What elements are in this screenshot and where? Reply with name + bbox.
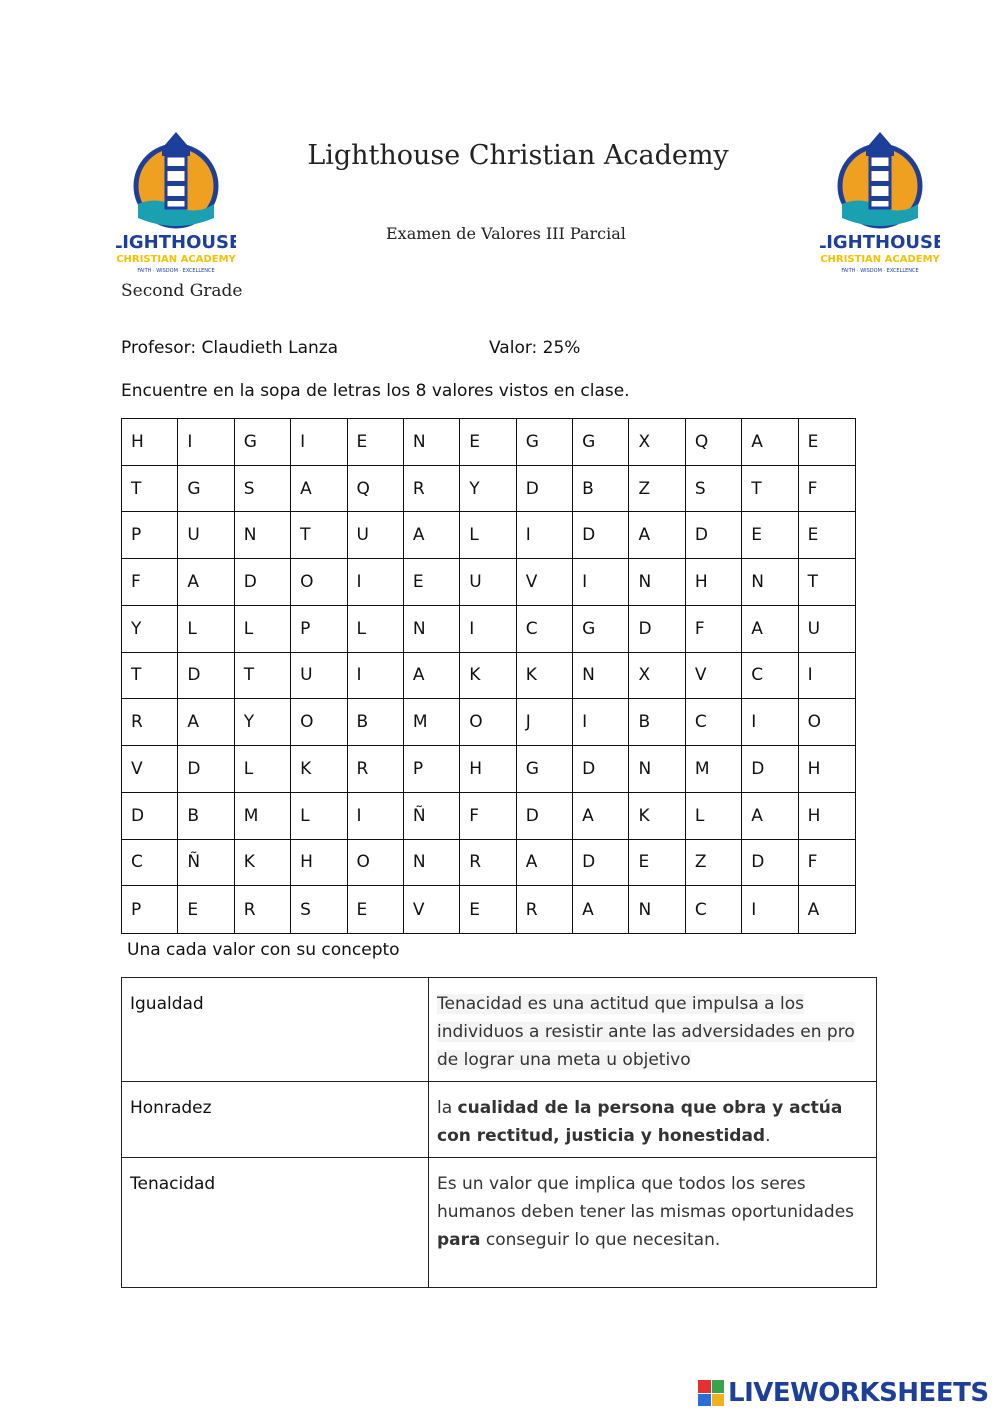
grid-cell[interactable]: D: [573, 746, 629, 793]
grid-cell[interactable]: D: [178, 746, 234, 793]
grid-cell[interactable]: I: [742, 699, 798, 746]
grid-cell[interactable]: N: [404, 840, 460, 887]
lighthouse-icon: [820, 126, 940, 276]
grid-cell[interactable]: K: [291, 746, 347, 793]
grid-cell[interactable]: F: [460, 793, 516, 840]
exam-title: Examen de Valores III Parcial: [386, 224, 626, 243]
logo-tagline: FAITH · WISDOM · EXCELLENCE: [841, 268, 919, 274]
grid-cell[interactable]: Y: [122, 606, 178, 653]
liveworksheets-logo-icon: [698, 1380, 724, 1406]
grid-cell[interactable]: O: [460, 699, 516, 746]
grid-cell[interactable]: Ñ: [404, 793, 460, 840]
lighthouse-icon: [116, 126, 236, 276]
grid-cell[interactable]: M: [404, 699, 460, 746]
grid-cell[interactable]: A: [573, 886, 629, 933]
concept-text-post: .: [765, 1126, 771, 1146]
grid-cell[interactable]: Ñ: [178, 840, 234, 887]
grid-cell[interactable]: U: [348, 512, 404, 559]
grid-cell[interactable]: L: [235, 606, 291, 653]
grid-cell[interactable]: E: [629, 840, 685, 887]
concept-text-pre: Es un valor que implica que todos los seres humanos deben tener las mismas oportunidades: [437, 1174, 855, 1222]
concept-cell[interactable]: [429, 1082, 877, 1158]
grid-cell[interactable]: E: [742, 512, 798, 559]
grid-cell[interactable]: E: [799, 512, 855, 559]
grid-cell[interactable]: C: [686, 699, 742, 746]
grid-cell[interactable]: I: [573, 699, 629, 746]
value-cell[interactable]: Tenacidad: [122, 1158, 429, 1288]
grid-cell[interactable]: G: [573, 419, 629, 466]
grid-cell[interactable]: I: [348, 793, 404, 840]
grid-cell[interactable]: A: [404, 653, 460, 700]
grid-cell[interactable]: N: [573, 653, 629, 700]
grid-cell[interactable]: U: [799, 606, 855, 653]
teacher-name: Profesor: Claudieth Lanza: [121, 338, 339, 358]
word-search-instructions: Encuentre en la sopa de letras los 8 valores vistos en clase.: [121, 381, 630, 401]
grid-cell[interactable]: E: [348, 886, 404, 933]
grid-cell[interactable]: D: [517, 466, 573, 513]
grid-cell[interactable]: G: [517, 419, 573, 466]
grid-cell[interactable]: I: [178, 419, 234, 466]
grid-cell[interactable]: N: [742, 559, 798, 606]
grid-cell[interactable]: A: [573, 793, 629, 840]
grid-cell[interactable]: G: [178, 466, 234, 513]
grid-cell[interactable]: E: [348, 419, 404, 466]
concept-text-post: conseguir lo que necesitan.: [480, 1230, 721, 1250]
grid-cell[interactable]: X: [629, 419, 685, 466]
grid-cell[interactable]: O: [291, 559, 347, 606]
grid-cell[interactable]: K: [517, 653, 573, 700]
grid-cell[interactable]: C: [122, 840, 178, 887]
grid-cell[interactable]: L: [235, 746, 291, 793]
school-logo-left: [116, 126, 236, 276]
grid-cell[interactable]: A: [807, 899, 820, 920]
value-cell[interactable]: Honradez: [122, 1082, 429, 1158]
grid-cell[interactable]: D: [178, 653, 234, 700]
grid-cell[interactable]: L: [348, 606, 404, 653]
grid-cell[interactable]: N: [404, 419, 460, 466]
grid-cell[interactable]: D: [629, 606, 685, 653]
table-row: [122, 1082, 877, 1158]
grid-cell[interactable]: H: [122, 419, 178, 466]
grid-cell[interactable]: M: [686, 746, 742, 793]
grid-cell[interactable]: T: [122, 653, 178, 700]
table-row: [122, 978, 877, 1082]
grid-cell[interactable]: I: [742, 886, 798, 933]
grid-cell[interactable]: N: [629, 559, 685, 606]
grid-cell[interactable]: D: [742, 840, 798, 887]
grid-cell[interactable]: Z: [686, 840, 742, 887]
grid-cell[interactable]: R: [122, 699, 178, 746]
grid-cell[interactable]: T: [742, 466, 798, 513]
grid-cell[interactable]: I: [348, 653, 404, 700]
grid-cell[interactable]: D: [573, 840, 629, 887]
grid-cell[interactable]: D: [686, 512, 742, 559]
grid-cell[interactable]: B: [629, 699, 685, 746]
grid-cell[interactable]: B: [178, 793, 234, 840]
grid-cell[interactable]: R: [460, 840, 516, 887]
logo-text-2: CHRISTIAN ACADEMY: [820, 254, 940, 265]
grid-cell[interactable]: E: [404, 559, 460, 606]
grid-cell[interactable]: H: [799, 793, 855, 840]
grid-cell[interactable]: A: [517, 840, 573, 887]
grid-cell[interactable]: O: [348, 840, 404, 887]
grid-cell[interactable]: S: [291, 886, 347, 933]
logo-text-1: LIGHTHOUSE: [820, 232, 940, 253]
concept-text: Tenacidad es una actitud que impulsa a los individuos a resistir ante las adversidades en pro de lograr una meta u objetivo: [437, 994, 855, 1070]
logo-tagline: FAITH · WISDOM · EXCELLENCE: [137, 268, 215, 274]
grid-cell[interactable]: D: [517, 793, 573, 840]
grid-cell[interactable]: R: [235, 886, 291, 933]
grid-cell[interactable]: G: [235, 419, 291, 466]
grid-cell[interactable]: Y: [235, 699, 291, 746]
grid-cell[interactable]: T: [799, 559, 855, 606]
grid-cell[interactable]: I: [348, 559, 404, 606]
matching-table: [121, 977, 877, 1288]
matching-instructions: Una cada valor con su concepto: [127, 940, 400, 960]
grid-cell[interactable]: C: [742, 653, 798, 700]
grid-cell[interactable]: V: [517, 559, 573, 606]
value-cell[interactable]: Igualdad: [122, 978, 429, 1082]
grid-cell[interactable]: F: [686, 606, 742, 653]
brand-text: LIVEWORKSHEETS: [728, 1378, 989, 1408]
grid-cell[interactable]: N: [629, 886, 685, 933]
grid-cell[interactable]: V: [122, 746, 178, 793]
grid-cell[interactable]: A: [178, 699, 234, 746]
grid-cell[interactable]: L: [460, 512, 516, 559]
grid-cell[interactable]: L: [178, 606, 234, 653]
grid-cell[interactable]: U: [460, 559, 516, 606]
grid-cell[interactable]: A: [629, 512, 685, 559]
grid-cell[interactable]: D: [573, 512, 629, 559]
logo-text-2: CHRISTIAN ACADEMY: [116, 254, 236, 265]
grid-cell[interactable]: F: [799, 840, 855, 887]
grid-cell[interactable]: R: [348, 746, 404, 793]
concept-cell[interactable]: [429, 978, 877, 1082]
grid-cell[interactable]: S: [235, 466, 291, 513]
grid-cell[interactable]: E: [460, 419, 516, 466]
grid-cell[interactable]: E: [460, 886, 516, 933]
grid-cell[interactable]: K: [629, 793, 685, 840]
grid-cell[interactable]: D: [122, 793, 178, 840]
grid-cell[interactable]: O: [291, 699, 347, 746]
school-logo-right: [820, 126, 940, 276]
grid-cell[interactable]: T: [235, 653, 291, 700]
grid-cell[interactable]: S: [686, 466, 742, 513]
grid-cell[interactable]: T: [122, 466, 178, 513]
grid-cell[interactable]: G: [517, 746, 573, 793]
grid-cell[interactable]: I: [573, 559, 629, 606]
grid-cell[interactable]: P: [291, 606, 347, 653]
grid-cell[interactable]: E: [178, 886, 234, 933]
grid-cell[interactable]: V: [686, 653, 742, 700]
grid-cell[interactable]: R: [517, 886, 573, 933]
grid-cell[interactable]: H: [799, 746, 855, 793]
grid-cell[interactable]: U: [178, 512, 234, 559]
grid-cell[interactable]: K: [460, 653, 516, 700]
grid-cell[interactable]: H: [686, 559, 742, 606]
grid-cell[interactable]: M: [235, 793, 291, 840]
logo-text-1: LIGHTHOUSE: [116, 232, 236, 253]
grid-cell[interactable]: N: [404, 606, 460, 653]
grid-cell[interactable]: O: [799, 699, 855, 746]
concept-text-pre: la: [437, 1098, 458, 1118]
grade-label: Second Grade: [121, 281, 243, 301]
grid-cell[interactable]: A: [742, 793, 798, 840]
grid-cell[interactable]: C: [686, 886, 742, 933]
grid-cell[interactable]: E: [799, 419, 855, 466]
concept-text-bold: cualidad de la persona que obra y actúa con rectitud, justicia y honestidad: [437, 1098, 843, 1146]
grid-cell[interactable]: H: [460, 746, 516, 793]
grid-cell[interactable]: Q: [686, 419, 742, 466]
grid-cell[interactable]: A: [291, 466, 347, 513]
grid-cell[interactable]: U: [291, 653, 347, 700]
exam-value: Valor: 25%: [489, 338, 581, 358]
grid-cell[interactable]: A: [178, 559, 234, 606]
grid-cell[interactable]: F: [122, 559, 178, 606]
concept-text-bold: para: [437, 1230, 481, 1250]
word-search-grid[interactable]: [121, 418, 856, 934]
grid-cell[interactable]: R: [404, 466, 460, 513]
grid-cell[interactable]: L: [686, 793, 742, 840]
grid-cell[interactable]: F: [799, 466, 855, 513]
liveworksheets-brand: [698, 1376, 989, 1410]
grid-cell[interactable]: G: [573, 606, 629, 653]
grid-cell[interactable]: Z: [629, 466, 685, 513]
concept-cell[interactable]: [429, 1158, 877, 1288]
grid-cell[interactable]: I: [517, 512, 573, 559]
grid-cell[interactable]: H: [291, 840, 347, 887]
grid-cell[interactable]: D: [742, 746, 798, 793]
grid-cell[interactable]: T: [291, 512, 347, 559]
grid-cell[interactable]: I: [291, 419, 347, 466]
grid-cell[interactable]: P: [122, 512, 178, 559]
grid-cell[interactable]: I: [799, 653, 855, 700]
grid-cell[interactable]: Y: [460, 466, 516, 513]
grid-cell[interactable]: A: [742, 419, 798, 466]
grid-cell[interactable]: V: [404, 886, 460, 933]
grid-cell[interactable]: L: [291, 793, 347, 840]
grid-cell[interactable]: J: [517, 699, 573, 746]
grid-cell[interactable]: B: [573, 466, 629, 513]
school-title: Lighthouse Christian Academy: [307, 140, 729, 171]
grid-cell[interactable]: K: [235, 840, 291, 887]
grid-cell[interactable]: N: [629, 746, 685, 793]
grid-cell[interactable]: A: [742, 606, 798, 653]
grid-cell[interactable]: B: [348, 699, 404, 746]
grid-cell[interactable]: P: [122, 886, 178, 933]
grid-cell[interactable]: Q: [348, 466, 404, 513]
grid-cell[interactable]: A: [404, 512, 460, 559]
grid-cell[interactable]: P: [404, 746, 460, 793]
grid-cell[interactable]: D: [235, 559, 291, 606]
table-row: [122, 1158, 877, 1288]
grid-cell[interactable]: X: [629, 653, 685, 700]
grid-cell[interactable]: C: [517, 606, 573, 653]
grid-cell[interactable]: N: [235, 512, 291, 559]
grid-cell[interactable]: I: [460, 606, 516, 653]
